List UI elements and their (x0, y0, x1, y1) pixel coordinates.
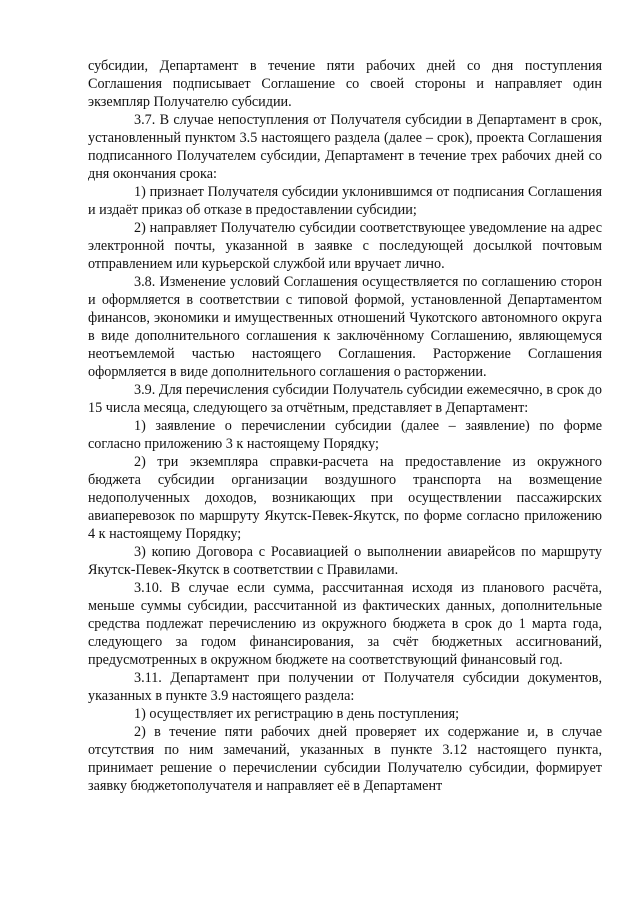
paragraph-3-8: 3.8. Изменение условий Соглашения осуществляется по соглашению сторон и оформляется в соответствии с типовой формой, установленной Департаментом финансов, экономики и имущественных отношений Чукотского автономного округа в виде дополнительного соглашения к заключённому Соглашению, являющемуся неотъемлемой частью настоящего Соглашения. Расторжение Соглашения оформляется в виде дополнительного соглашения о расторжении. (88, 274, 602, 380)
paragraph-3-10: 3.10. В случае если сумма, рассчитанная исходя из планового расчёта, меньше суммы субсидии, рассчитанной из фактических данных, дополнительные средства подлежат перечислению из окружного бюджета в срок до 1 марта года, следующего за годом финансирования, за счёт бюджетных ассигнований, предусмотренных в окружном бюджете на соответствующий финансовый год. (88, 580, 602, 668)
paragraph-3-7: 3.7. В случае непоступления от Получателя субсидии в Департамент в срок, установленный пунктом 3.5 настоящего раздела (далее – срок), проекта Соглашения подписанного Получателем субсидии, Департамент в течение трех рабочих дней со дня окончания срока: (88, 112, 602, 182)
paragraph-3-9-item-1: 1) заявление о перечислении субсидии (далее – заявление) по форме согласно приложению 3 к настоящему Порядку; (88, 418, 602, 452)
paragraph-3-11: 3.11. Департамент при получении от Получателя субсидии документов, указанных в пункте 3.9 настоящего раздела: (88, 670, 602, 704)
paragraph-3-11-item-1: 1) осуществляет их регистрацию в день поступления; (134, 706, 460, 722)
document-page (88, 57, 602, 795)
paragraph-continuation: субсидии, Департамент в течение пяти рабочих дней со дня поступления Соглашения подписывает Соглашение со своей стороны и направляет один экземпляр Получателю субсидии. (88, 58, 602, 110)
paragraph-3-7-item-1: 1) признает Получателя субсидии уклонившимся от подписания Соглашения и издаёт приказ об отказе в предоставлении субсидии; (88, 184, 602, 218)
paragraph-3-9-item-2: 2) три экземпляра справки-расчета на предоставление из окружного бюджета субсидии организации воздушного транспорта на возмещение недополученных доходов, возникающих при осуществлении пассажирских авиаперевозок по маршруту Якутск-Певек-Якутск, по форме согласно приложению 4 к настоящему Порядку; (88, 454, 602, 542)
paragraph-3-9: 3.9. Для перечисления субсидии Получатель субсидии ежемесячно, в срок до 15 числа месяца, следующего за отчётным, представляет в Департамент: (88, 382, 602, 416)
paragraph-3-7-item-2: 2) направляет Получателю субсидии соответствующее уведомление на адрес электронной почты, указанной в заявке с последующей досылкой почтовым отправлением или курьерской службой или вручает лично. (88, 220, 602, 272)
paragraph-3-11-item-2: 2) в течение пяти рабочих дней проверяет их содержание и, в случае отсутствия по ним замечаний, указанных в пункте 3.12 настоящего пункта, принимает решение о перечислении субсидии Получателю субсидии, формирует заявку бюджетополучателя и направляет её в Департамент (88, 724, 602, 794)
paragraph-3-9-item-3: 3) копию Договора с Росавиацией о выполнении авиарейсов по маршруту Якутск-Певек-Якутск в соответствии с Правилами. (88, 544, 602, 578)
